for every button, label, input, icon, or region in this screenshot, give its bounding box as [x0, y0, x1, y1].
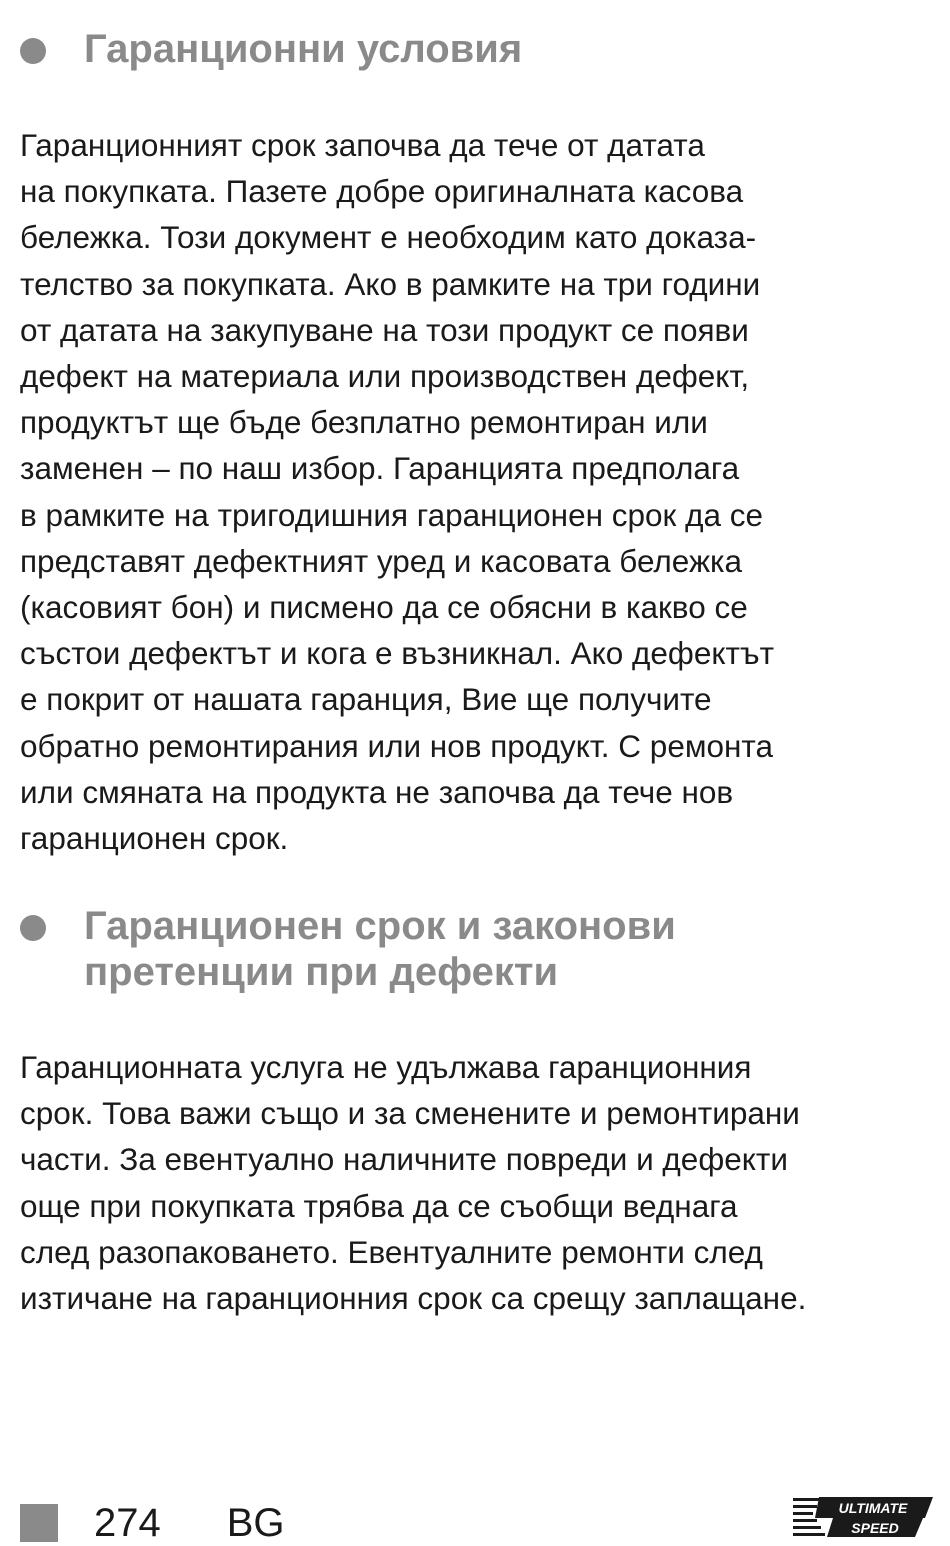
footer-marker-icon	[20, 1504, 58, 1542]
bullet-icon	[20, 38, 46, 64]
page-number: 274	[94, 1500, 161, 1545]
section-heading-warranty-period	[20, 903, 920, 995]
language-code: BG	[226, 1500, 285, 1545]
section-title: Гаранционен срок и законови претенции при дефекти	[84, 904, 676, 994]
section-heading-warranty-conditions	[20, 26, 920, 72]
svg-text:SPEED: SPEED	[851, 1520, 899, 1536]
page-footer	[20, 1500, 285, 1546]
bullet-icon	[20, 915, 46, 941]
svg-text:ULTIMATE: ULTIMATE	[838, 1500, 908, 1516]
section-title: Гаранционни условия	[84, 27, 523, 71]
ultimate-speed-logo	[793, 1496, 933, 1538]
warranty-conditions-paragraph: Гаранционният срок започва да тече от датата на покупката. Пазете добре оригиналната касова бележка. Този документ е необходим като доказа- телство за покупката. Ако в рамките на три години от датата на закупуване на този продукт се появи дефект на материала или производствен дефект, продуктът ще бъде безплатно ремонтиран или заменен – по наш избор. Гаранцията предполага в рамките на тригодишния гаранционен срок да се представят дефектният уред и касовата бележка (касовият бон) и писмено да се обясни в какво се състои дефектът и кога е възникнал. Ако дефектът е покрит от нашата гаранция, Вие ще получите обратно ремонтирания или нов продукт. С ремонта или смяната на продукта не започва да тече нов гаранционен срок.	[20, 127, 775, 857]
warranty-period-paragraph: Гаранционната услуга не удължава гаранционния срок. Това важи също и за сменените и ремонтирани части. За евентуално наличните повреди и дефекти още при покупката трябва да се съобщи веднага след разопаковането. Евентуалните ремонти след изтичане на гаранционния срок са срещу заплащане.	[20, 1049, 807, 1317]
